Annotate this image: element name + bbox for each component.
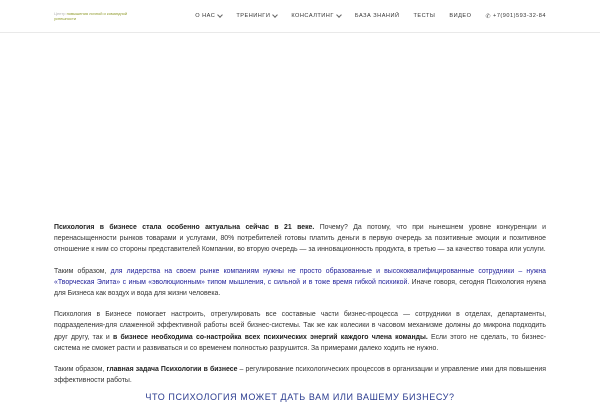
paragraph-1 — [54, 222, 546, 256]
section-title: ЧТО ПСИХОЛОГИЯ МОЖЕТ ДАТЬ ВАМ ИЛИ ВАШЕМУ БИЗНЕСУ? — [145, 392, 455, 402]
paragraph-3-text-b: Если этого не сделать, то бизнес-система не сможет расти и развиваться и со временем полностью разрушится. За примерами далеко ходить не нужно. — [54, 333, 546, 352]
paragraph-3 — [54, 309, 546, 354]
paragraph-1-text: Почему? Да потому, что при нынешнем уровне конкуренции и перенасыщенности рынков товарами и услугами, 80% потребителей готовы платить деньги в первую очередь за позитивные эмоции и позитивное отношение к ним со стороны представителей Компании, во вторую очередь — за инновационность продукта, в третью — за качество товара или услуги. — [54, 224, 546, 254]
nav-phone-link[interactable] — [486, 13, 546, 20]
nav-item-label: БАЗА ЗНАНИЙ — [354, 13, 400, 19]
nav-item-knowledge-base[interactable] — [355, 13, 400, 19]
nav-item-consulting[interactable] — [291, 13, 341, 19]
chevron-down-icon — [273, 12, 279, 18]
paragraph-4 — [54, 364, 546, 386]
paragraph-2-highlight: для лидерства на своем рынке компаниям нужны не просто образованные и высококвалифицированные сотрудники – нужна «Творческая Элита» с иным «эволюционным» типом мышления, с сильной и в тоже время гибкой психикой. — [54, 267, 546, 286]
nav-item-tests[interactable] — [414, 13, 436, 19]
paragraph-3-text-a: Психология в Бизнесе помогает настроить, отрегулировать все составные части бизнес-процесса — сотрудники в отделах, департаменты, подразделения-для слаженной эффективной работы всей бизнес-системы. Так же как колесики в часовом механизме должны до микрона подходить друг другу, так и — [54, 311, 546, 341]
site-header — [0, 0, 600, 33]
site-logo[interactable] — [54, 11, 132, 21]
logo-text-line2: успешности — [54, 16, 77, 21]
chevron-down-icon — [217, 12, 223, 18]
nav-item-label: ТРЕНИНГИ — [236, 13, 271, 19]
logo-prefix: Центр — [54, 11, 66, 16]
nav-item-about[interactable] — [195, 13, 222, 19]
phone-icon: ✆ — [485, 13, 492, 20]
nav-item-trainings[interactable] — [236, 13, 277, 19]
paragraph-2-start: Таким образом, — [54, 267, 111, 275]
paragraph-4-start: Таким образом, — [54, 366, 107, 374]
nav-item-label: ТЕСТЫ — [413, 13, 436, 19]
logo-rest: повышения личной и командной — [66, 11, 128, 16]
paragraph-2-end: Иначе говоря, сегодня Психология нужна для Бизнеса как воздух и вода для жизни человека. — [54, 278, 546, 298]
nav-item-label: КОНСАЛТИНГ — [291, 13, 334, 19]
paragraph-4-bold: главная задача Психологии в бизнесе — [106, 366, 238, 374]
paragraph-1-bold: Психология в бизнесе стала особенно актуальна сейчас в 21 веке. — [54, 224, 315, 231]
phone-number: +7(901)593-32-84 — [493, 13, 546, 19]
main-nav — [181, 0, 546, 32]
chevron-down-icon — [336, 12, 342, 18]
paragraph-2 — [54, 266, 546, 300]
nav-item-video[interactable] — [449, 13, 471, 19]
nav-item-label: О НАС — [195, 13, 216, 19]
paragraph-3-bold: в бизнесе необходима со-настройка всех психических энергий каждого члена команды. — [112, 333, 428, 341]
paragraph-4-end: – регулирование психологических процессов в организации и управление ими для повышения эффективности работы. — [54, 366, 547, 385]
nav-item-label: ВИДЕО — [449, 13, 472, 19]
article-content — [54, 222, 546, 396]
